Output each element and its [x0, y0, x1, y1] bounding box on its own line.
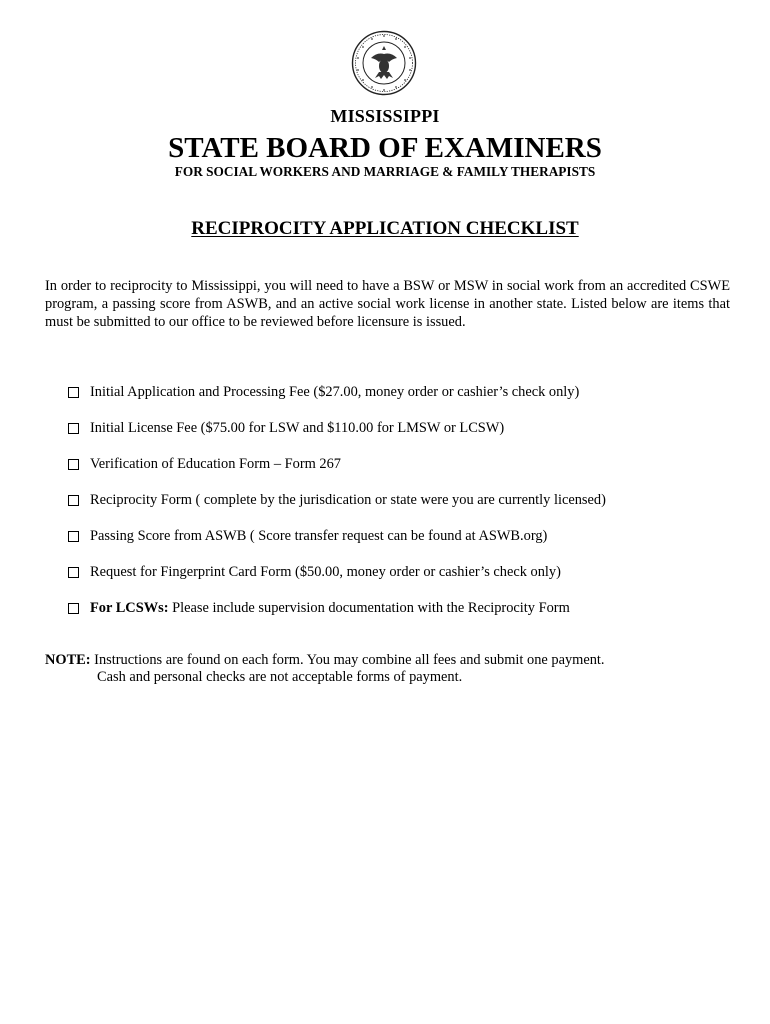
- note-label: NOTE:: [45, 652, 91, 668]
- state-name: MISSISSIPPI: [330, 106, 440, 126]
- checklist-item-label: Please include supervision documentation with the Reciprocity Form: [168, 600, 570, 616]
- note-line-2: Cash and personal checks are not acceptable forms of payment.: [97, 669, 463, 685]
- checkbox-icon[interactable]: [68, 531, 79, 542]
- intro-paragraph: In order to reciprocity to Mississippi, you will need to have a BSW or MSW in social work from an accredited CSWE program, a passing score from ASWB, and an active social work license in another state. Listed below are items that must be submitted to our office to be reviewed before licensure is issued.: [45, 278, 730, 330]
- state-seal-icon: [351, 30, 417, 96]
- checkbox-icon[interactable]: [68, 603, 79, 614]
- checklist-item-label: Verification of Education Form – Form 267: [90, 456, 341, 472]
- page-title: RECIPROCITY APPLICATION CHECKLIST: [191, 218, 579, 239]
- requirements-checklist: [68, 383, 606, 635]
- note-text-1: Instructions are found on each form. You may combine all fees and submit one payment.: [90, 652, 605, 668]
- checklist-item: [68, 455, 606, 491]
- checkbox-icon[interactable]: [68, 423, 79, 434]
- checklist-item: [68, 491, 606, 527]
- checklist-item-label: Initial License Fee ($75.00 for LSW and $110.00 for LMSW or LCSW): [90, 420, 505, 436]
- checklist-item: [68, 563, 606, 599]
- note-block: [45, 652, 605, 686]
- checkbox-icon[interactable]: [68, 495, 79, 506]
- checkbox-icon[interactable]: [68, 567, 79, 578]
- checkbox-icon[interactable]: [68, 387, 79, 398]
- note-line-1: [45, 652, 605, 669]
- checklist-item-label: Reciprocity Form ( complete by the jurisdication or state were you are currently licensed): [90, 492, 606, 508]
- checklist-item-label: Request for Fingerprint Card Form ($50.00, money order or cashier’s check only): [90, 564, 561, 580]
- checklist-item-label: Passing Score from ASWB ( Score transfer request can be found at ASWB.org): [90, 528, 548, 544]
- checklist-item: [68, 599, 606, 635]
- checklist-item: [68, 419, 606, 455]
- checklist-item: [68, 527, 606, 563]
- checklist-item: [68, 383, 606, 419]
- board-name: STATE BOARD OF EXAMINERS: [168, 132, 602, 164]
- checklist-item-bold: For LCSWs:: [90, 600, 169, 616]
- checkbox-icon[interactable]: [68, 459, 79, 470]
- board-subtitle: FOR SOCIAL WORKERS AND MARRIAGE & FAMILY THERAPISTS: [174, 164, 596, 179]
- checklist-item-label: Initial Application and Processing Fee ($27.00, money order or cashier’s check only): [90, 384, 580, 400]
